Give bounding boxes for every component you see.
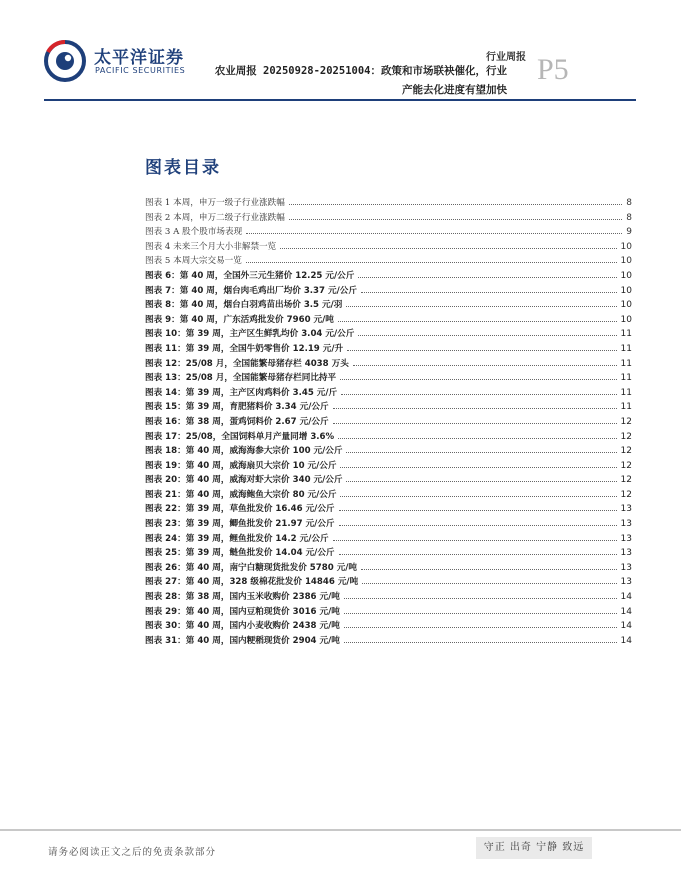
toc-dot-leader — [344, 604, 617, 614]
toc-dot-leader — [361, 283, 617, 293]
toc-entry-page: 8 — [626, 198, 632, 208]
toc-entry-page: 13 — [620, 562, 632, 573]
toc-dot-leader — [340, 458, 616, 468]
toc-entry-page: 13 — [620, 533, 632, 544]
footer-motto: 守正 出奇 宁静 致远 — [476, 837, 592, 859]
toc-entry-page: 14 — [620, 592, 632, 603]
report-title-line-1: 农业周报 20250928-20251004：政策和市场联袂催化，行业 — [214, 65, 507, 77]
toc-entry[interactable] — [145, 239, 632, 254]
toc-entry-page: 13 — [620, 519, 632, 530]
pacific-securities-logo-icon — [44, 40, 86, 82]
toc-dot-leader — [289, 210, 622, 220]
toc-entry-page: 11 — [620, 343, 632, 354]
toc-entry[interactable] — [145, 356, 632, 371]
toc-entry-label: 图表 24：第 39 周，鲤鱼批发价 14.2 元/公斤 — [145, 533, 329, 544]
toc-entry-label: 图表 9：第 40 周，广东活鸡批发价 7960 元/吨 — [145, 314, 334, 325]
toc-entry[interactable] — [145, 283, 632, 298]
toc-entry-label: 图表 5 本周大宗交易一览 — [145, 256, 242, 267]
toc-dot-leader — [333, 399, 617, 409]
toc-entry-label: 图表 17：25/08，全国饲料单月产量同增 3.6% — [145, 431, 335, 442]
toc-entry-page: 13 — [620, 577, 632, 588]
report-type: 行业周报 — [486, 52, 526, 63]
toc-dot-leader — [340, 370, 616, 380]
toc-entry-label: 图表 26：第 40 周，南宁白糖现货批发价 5780 元/吨 — [145, 562, 358, 573]
toc-entry-label: 图表 25：第 39 周，鲢鱼批发价 14.04 元/公斤 — [145, 548, 335, 559]
toc-dot-leader — [344, 618, 617, 628]
logo-english-name: PACIFIC SECURITIES — [95, 66, 186, 75]
footer-divider — [0, 829, 681, 831]
toc-entry-label: 图表 4 未来三个月大小非解禁一览 — [145, 241, 277, 252]
toc-entry-label: 图表 8：第 40 周，烟台白羽鸡苗出场价 3.5 元/羽 — [145, 300, 343, 311]
toc-dot-leader — [344, 633, 617, 643]
toc-dot-leader — [280, 239, 616, 249]
toc-entry[interactable] — [145, 429, 632, 444]
toc-entry-page: 10 — [620, 270, 632, 281]
toc-dot-leader — [333, 531, 617, 541]
toc-entry[interactable] — [145, 210, 632, 225]
page-number: P5 — [537, 53, 569, 86]
toc-entry[interactable] — [145, 312, 632, 327]
toc-entry-page: 14 — [620, 606, 632, 617]
toc-entry-page: 14 — [620, 635, 632, 646]
toc-entry[interactable] — [145, 297, 632, 312]
toc-entry[interactable] — [145, 414, 632, 429]
toc-entry-label: 图表 7：第 40 周，烟台肉毛鸡出厂均价 3.37 元/公斤 — [145, 285, 357, 296]
toc-dot-leader — [358, 326, 616, 336]
toc-dot-leader — [344, 589, 617, 599]
toc-entry-label: 图表 1 本周，申万一级子行业涨跌幅 — [145, 198, 285, 208]
toc-entry-label: 图表 22：第 39 周，草鱼批发价 16.46 元/公斤 — [145, 504, 335, 515]
toc-entry[interactable] — [145, 443, 632, 458]
toc-dot-leader — [246, 224, 622, 234]
toc-entry[interactable] — [145, 574, 632, 589]
toc-entry-page: 10 — [620, 285, 632, 296]
toc-dot-leader — [339, 516, 617, 526]
toc-entry[interactable] — [145, 458, 632, 473]
toc-entry-page: 12 — [620, 475, 632, 486]
toc-entry-page: 12 — [620, 416, 632, 427]
toc-entry[interactable] — [145, 399, 632, 414]
toc-entry-page: 12 — [620, 446, 632, 457]
toc-entry-page: 14 — [620, 621, 632, 632]
toc-dot-leader — [341, 385, 616, 395]
toc-entry[interactable] — [145, 516, 632, 531]
toc-entry-label: 图表 27：第 40 周，328 级棉花批发价 14846 元/吨 — [145, 577, 359, 588]
toc-dot-leader — [358, 268, 616, 278]
toc-entry-page: 11 — [620, 329, 632, 340]
toc-entry-page: 13 — [620, 548, 632, 559]
toc-entry-page: 12 — [620, 489, 632, 500]
toc-entry-label: 图表 29：第 40 周，国内豆粕现货价 3016 元/吨 — [145, 606, 340, 617]
toc-entry[interactable] — [145, 633, 632, 648]
report-title — [187, 62, 507, 100]
toc-entry-page: 10 — [620, 300, 632, 311]
toc-entry[interactable] — [145, 224, 632, 239]
toc-entry[interactable] — [145, 253, 632, 268]
toc-entry[interactable] — [145, 326, 632, 341]
toc-dot-leader — [339, 501, 617, 511]
toc-entry-label: 图表 19：第 40 周，威海扇贝大宗价 10 元/公斤 — [145, 460, 337, 471]
toc-dot-leader — [246, 253, 617, 263]
toc-dot-leader — [353, 356, 617, 366]
toc-entry-label: 图表 28：第 38 周，国内玉米收购价 2386 元/吨 — [145, 592, 340, 603]
toc-dot-leader — [346, 472, 616, 482]
toc-entry[interactable] — [145, 370, 632, 385]
toc-dot-leader — [339, 545, 617, 555]
report-title-line-2: 产能去化进度有望加快 — [402, 84, 507, 96]
toc-entry[interactable] — [145, 472, 632, 487]
toc-entry-page: 12 — [620, 431, 632, 442]
toc-entry-label: 图表 20：第 40 周，威海对虾大宗价 340 元/公斤 — [145, 475, 343, 486]
toc-entry-page: 10 — [620, 256, 632, 267]
toc-entry-label: 图表 15：第 39 周，育肥猪料价 3.34 元/公斤 — [145, 402, 329, 413]
toc-dot-leader — [347, 341, 616, 351]
toc-entry-label: 图表 13：25/08 月，全国能繁母猪存栏同比持平 — [145, 373, 337, 384]
footer-disclaimer: 请务必阅读正文之后的免责条款部分 — [48, 847, 217, 858]
toc-entry-page: 8 — [626, 212, 632, 223]
toc-dot-leader — [338, 312, 617, 322]
toc-entry-label: 图表 12：25/08 月，全国能繁母猪存栏 4038 万头 — [145, 358, 349, 369]
toc-entry-label: 图表 16：第 38 周，蛋鸡饲料价 2.67 元/公斤 — [145, 416, 329, 427]
toc-dot-leader — [289, 195, 622, 205]
toc-entry[interactable] — [145, 501, 632, 516]
toc-entry[interactable] — [145, 531, 632, 546]
toc-entry-page: 12 — [620, 460, 632, 471]
logo-chinese-name: 太平洋证券 — [94, 48, 184, 68]
toc-dot-leader — [338, 429, 616, 439]
toc-entry-label: 图表 14：第 39 周，主产区肉鸡料价 3.45 元/斤 — [145, 387, 338, 398]
toc-entry-page: 11 — [620, 358, 632, 369]
toc-entry-label: 图表 11：第 39 周，全国牛奶零售价 12.19 元/升 — [145, 343, 344, 354]
toc-dot-leader — [333, 414, 617, 424]
toc-dot-leader — [340, 487, 616, 497]
toc-entry-page: 11 — [620, 402, 632, 413]
toc-entry-label: 图表 23：第 39 周，鲫鱼批发价 21.97 元/公斤 — [145, 519, 335, 530]
toc-entry-page: 13 — [620, 504, 632, 515]
toc-entry-label: 图表 31：第 40 周，国内粳稻现货价 2904 元/吨 — [145, 635, 340, 646]
toc-entry-label: 图表 10：第 39 周，主产区生鲜乳均价 3.04 元/公斤 — [145, 329, 355, 340]
toc-entry[interactable] — [145, 268, 632, 283]
toc-entry[interactable] — [145, 545, 632, 560]
toc-entry[interactable] — [145, 195, 632, 210]
figure-list — [145, 195, 632, 647]
header-divider — [44, 99, 636, 101]
toc-dot-leader — [346, 443, 616, 453]
toc-dot-leader — [346, 297, 616, 307]
toc-entry[interactable] — [145, 604, 632, 619]
toc-entry-page: 11 — [620, 373, 632, 384]
toc-entry-page: 10 — [620, 314, 632, 325]
toc-entry-page: 9 — [626, 227, 632, 238]
toc-entry-label: 图表 3 A 股个股市场表现 — [145, 227, 243, 238]
toc-heading: 图表目录 — [145, 158, 221, 178]
toc-entry-label: 图表 18：第 40 周，威海海参大宗价 100 元/公斤 — [145, 446, 343, 457]
toc-entry[interactable] — [145, 589, 632, 604]
toc-entry-label: 图表 30：第 40 周，国内小麦收购价 2438 元/吨 — [145, 621, 340, 632]
toc-entry[interactable] — [145, 341, 632, 356]
toc-dot-leader — [362, 574, 616, 584]
toc-entry-page: 11 — [620, 387, 632, 398]
toc-entry[interactable] — [145, 487, 632, 502]
toc-entry-label: 图表 21：第 40 周，威海鲍鱼大宗价 80 元/公斤 — [145, 489, 337, 500]
toc-entry[interactable] — [145, 385, 632, 400]
toc-entry-label: 图表 6：第 40 周，全国外三元生猪价 12.25 元/公斤 — [145, 270, 355, 281]
toc-entry[interactable] — [145, 560, 632, 575]
toc-entry-page: 10 — [620, 241, 632, 252]
toc-entry[interactable] — [145, 618, 632, 633]
toc-entry-label: 图表 2 本周，申万二级子行业涨跌幅 — [145, 212, 285, 223]
toc-dot-leader — [361, 560, 617, 570]
